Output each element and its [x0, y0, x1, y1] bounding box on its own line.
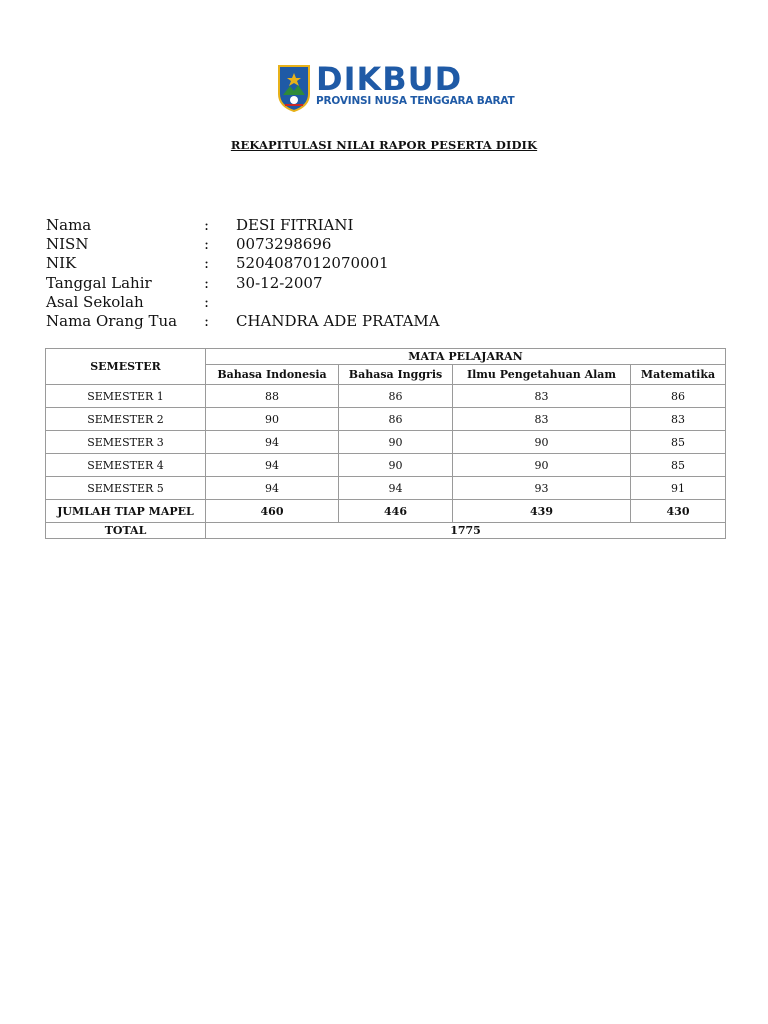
- total-value: 1775: [206, 523, 726, 539]
- score-cell: 90: [453, 454, 631, 477]
- score-cell: 90: [453, 431, 631, 454]
- ntb-province-emblem-icon: [276, 64, 312, 112]
- subject-header: Matematika: [631, 365, 726, 385]
- sum-cell: 446: [339, 500, 453, 523]
- info-colon: :: [204, 311, 210, 330]
- score-cell: 94: [206, 431, 339, 454]
- document-title: REKAPITULASI NILAI RAPOR PESERTA DIDIK: [230, 138, 538, 152]
- total-row: [46, 523, 726, 539]
- info-label: Asal Sekolah: [46, 292, 144, 311]
- score-cell: 88: [206, 385, 339, 408]
- sum-row: [46, 500, 726, 523]
- info-label: NIK: [46, 254, 77, 273]
- info-value: CHANDRA ADE PRATAMA: [236, 311, 440, 330]
- sum-cell: 430: [631, 500, 726, 523]
- sum-label: JUMLAH TIAP MAPEL: [46, 500, 206, 523]
- subject-header: Bahasa Inggris: [339, 365, 453, 385]
- info-label: Tanggal Lahir: [46, 273, 152, 292]
- info-colon: :: [204, 254, 210, 273]
- score-cell: 85: [631, 454, 726, 477]
- info-value: 30-12-2007: [236, 273, 323, 292]
- table-header-row: [46, 349, 726, 365]
- semester-cell: SEMESTER 2: [46, 408, 206, 431]
- info-value: 0073298696: [236, 235, 332, 254]
- table-row: [46, 477, 726, 500]
- semester-cell: SEMESTER 5: [46, 477, 206, 500]
- info-colon: :: [204, 216, 210, 234]
- score-cell: 86: [631, 385, 726, 408]
- score-cell: 90: [339, 431, 453, 454]
- info-value: 5204087012070001: [236, 254, 389, 273]
- logo-subtitle: PROVINSI NUSA TENGGARA BARAT: [316, 95, 515, 107]
- total-label: TOTAL: [46, 523, 206, 539]
- table-row: [46, 454, 726, 477]
- semester-cell: SEMESTER 4: [46, 454, 206, 477]
- score-cell: 83: [453, 408, 631, 431]
- table-row: [46, 431, 726, 454]
- info-colon: :: [204, 235, 210, 254]
- score-cell: 94: [206, 477, 339, 500]
- score-cell: 94: [339, 477, 453, 500]
- table-row: [46, 408, 726, 431]
- semester-header: SEMESTER: [46, 349, 206, 385]
- table-row: [46, 385, 726, 408]
- score-cell: 93: [453, 477, 631, 500]
- semester-cell: SEMESTER 3: [46, 431, 206, 454]
- score-cell: 90: [339, 454, 453, 477]
- info-colon: :: [204, 292, 210, 311]
- dikbud-logo: [276, 60, 515, 112]
- info-value: DESI FITRIANI: [236, 216, 354, 234]
- mata-pelajaran-header: MATA PELAJARAN: [206, 349, 726, 365]
- score-cell: 90: [206, 408, 339, 431]
- subject-header: Ilmu Pengetahuan Alam: [453, 365, 631, 385]
- score-cell: 91: [631, 477, 726, 500]
- grades-table: [45, 348, 726, 539]
- semester-cell: SEMESTER 1: [46, 385, 206, 408]
- score-cell: 83: [631, 408, 726, 431]
- info-label: Nama Orang Tua: [46, 311, 178, 330]
- score-cell: 86: [339, 385, 453, 408]
- logo-wordmark: DIKBUD: [316, 60, 463, 98]
- score-cell: 86: [339, 408, 453, 431]
- info-colon: :: [204, 273, 210, 292]
- sum-cell: 460: [206, 500, 339, 523]
- sum-cell: 439: [453, 500, 631, 523]
- score-cell: 83: [453, 385, 631, 408]
- info-label: NISN: [46, 235, 89, 254]
- subject-header: Bahasa Indonesia: [206, 365, 339, 385]
- score-cell: 94: [206, 454, 339, 477]
- info-label: Nama: [46, 216, 92, 234]
- score-cell: 85: [631, 431, 726, 454]
